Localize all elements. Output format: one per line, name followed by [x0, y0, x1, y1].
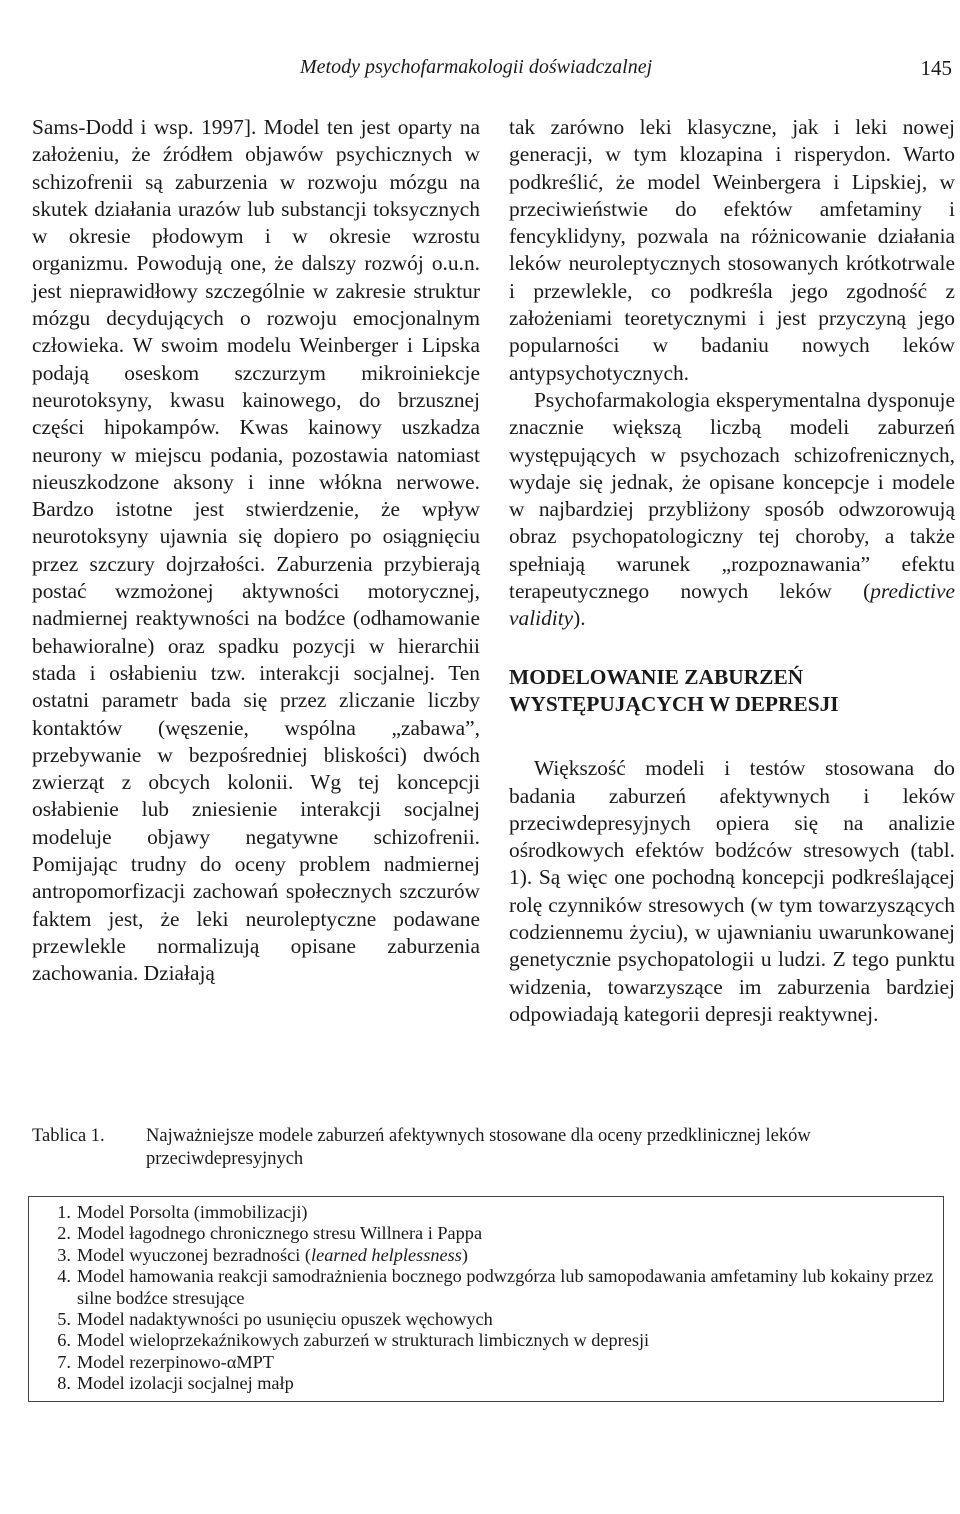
item-number: 7. [57, 1351, 71, 1372]
item-text [77, 1223, 935, 1244]
table-box [28, 1196, 944, 1402]
item-text-main: Model łagodnego chronicznego stresu Willnera i Pappa [77, 1223, 483, 1244]
paragraph-2-italic: predictive validity [509, 579, 955, 631]
page-number: 145 [920, 56, 952, 80]
item-number: 3. [57, 1244, 71, 1265]
right-paragraph-3: Większość modeli i testów stosowana do badania zaburzeń afektywnych i leków przeciwdepresyjnych opiera się na analizie ośrodkowych efektów bodźców stresowych (tabl. 1). Są więc one pochodną koncepcji podkreślającej rolę czynników stresowych (w tym towarzyszących codziennemu życiu), w ujawnianiu uwarunkowanej genetycznie psychopatologii u ludzi. Z tego punktu widzenia, towarzyszące im zaburzenia bardziej odpowiadają kategorii depresji reaktywnej. [509, 756, 955, 1026]
item-text-tail: ) [461, 1244, 468, 1265]
item-text-main: Model izolacji socjalnej małp [77, 1373, 294, 1394]
item-text-main: Model Porsolta (immobilizacji) [77, 1202, 308, 1222]
section-heading [509, 664, 955, 719]
item-text [77, 1245, 935, 1266]
table-row [37, 1352, 935, 1373]
table-row [37, 1373, 935, 1394]
table-row [37, 1223, 935, 1244]
section-heading-line-2: WYSTĘPUJĄCYCH W DEPRESJI [509, 691, 839, 716]
item-text-main: Model nadaktywności po usunięciu opuszek węchowych [77, 1309, 493, 1330]
table-row [37, 1202, 935, 1223]
item-number: 8. [57, 1373, 71, 1394]
item-text [77, 1330, 935, 1351]
right-paragraph-2 [509, 387, 955, 633]
table-caption [32, 1125, 957, 1171]
item-number: 4. [57, 1266, 71, 1287]
left-column [32, 114, 480, 988]
table-row [37, 1266, 935, 1309]
item-text-main: Model hamowania reakcji samodrażnienia bocznego podwzgórza lub samopodawania amfetaminy lub kokainy przez silne bodźce stresujące [77, 1266, 934, 1308]
item-number: 6. [57, 1330, 71, 1351]
table-row [37, 1330, 935, 1351]
item-text-italic: learned helplessness [311, 1244, 462, 1265]
table-caption-text: Najważniejsze modele zaburzeń afektywnych stosowane dla oceny przedklinicznej leków przeciwdepresyjnych [146, 1126, 811, 1169]
item-number: 5. [57, 1309, 71, 1330]
item-text [77, 1373, 935, 1394]
right-column [509, 114, 955, 1028]
item-text-main: Model wyuczonej bezradności ( [77, 1244, 312, 1265]
item-text [77, 1202, 935, 1223]
item-text [77, 1352, 935, 1373]
section-heading-line-1: MODELOWANIE ZABURZEŃ [509, 664, 804, 689]
paragraph-2-text: Psychofarmakologia eksperymentalna dysponuje znacznie większą liczbą modeli zaburzeń występujących w psychozach schizofrenicznych, wydaje się jednak, że opisane koncepcje i modele w najbardziej przybliżony sposób odwzorowują obraz psychopatologiczny tej choroby, a także spełniają warunek „rozpoznawania” efektu terapeutycznego nowych leków ( [509, 387, 955, 604]
table-label: Tablica 1. [32, 1126, 105, 1146]
item-number: 1. [57, 1202, 71, 1222]
right-paragraph-1: tak zarówno leki klasyczne, jak i leki nowej generacji, w tym klozapina i risperydon. Warto podkreślić, że model Weinbergera i Lipskiej, w przeciwieństwie do efektów amfetaminy i fencyklidyny, pozwala na różnicowanie działania leków neuroleptycznych stosowanych krótkotrwale i przewlekle, co podkreśla jego zgodność z założeniami teoretycznymi i jest przyczyną jego popularności w badaniu nowych leków antypsychotycznych. [509, 115, 955, 385]
item-text-main: Model rezerpinowo-αMPT [77, 1351, 274, 1372]
table-row [37, 1245, 935, 1266]
item-number: 2. [57, 1223, 71, 1244]
item-text-main: Model wieloprzekaźnikowych zaburzeń w strukturach limbicznych w depresji [77, 1330, 650, 1351]
item-text [77, 1309, 935, 1330]
left-paragraph: Sams-Dodd i wsp. 1997]. Model ten jest oparty na założeniu, że źródłem objawów psychicznych w schizofrenii są zaburzenia w rozwoju mózgu na skutek działania urazów lub substancji toksycznych w okresie płodowym i w okresie wzrostu organizmu. Powodują one, że dalszy rozwój o.u.n. jest nieprawidłowy szczególnie w zakresie struktur mózgu decydujących o rozwoju emocjonalnym człowieka. W swoim modelu Weinberger i Lipska podają oseskom szczurzym mikroiniekcje neurotoksyny, kwasu kainowego, do brzusznej części hipokampów. Kwas kainowy uszkadza neurony w miejscu podania, pozostawia natomiast nieuszkodzone aksony i inne włókna nerwowe. Bardzo istotne jest stwierdzenie, że wpływ neurotoksyny ujawnia się dopiero po osiągnięciu przez szczury dojrzałości. Zaburzenia przybierają postać wzmożonej aktywności motorycznej, nadmiernej reaktywności na bodźce (odhamowanie behawioralne) oraz spadku pozycji w hierarchii stada i osłabieniu tzw. interakcji socjalnej. Ten ostatni parametr bada się przez zliczanie liczby kontaktów (węszenie, wspólna „zabawa”, przebywanie w bezpośredniej bliskości) dwóch zwierząt z obcych kolonii. Wg tej koncepcji osłabienie lub zniesienie interakcji socjalnej modeluje objawy negatywne schizofrenii. Pomijając trudny do oceny problem nadmiernej antropomorfizacji zachowań społecznych szczurów faktem jest, że leki neuroleptyczne podawane przewlekle normalizują opisane zaburzenia zachowania. Działają [32, 115, 480, 986]
paragraph-2-end: ). [573, 606, 586, 631]
item-text [77, 1266, 935, 1309]
table-row [37, 1309, 935, 1330]
running-title: Metody psychofarmakologii doświadczalnej [300, 56, 653, 78]
